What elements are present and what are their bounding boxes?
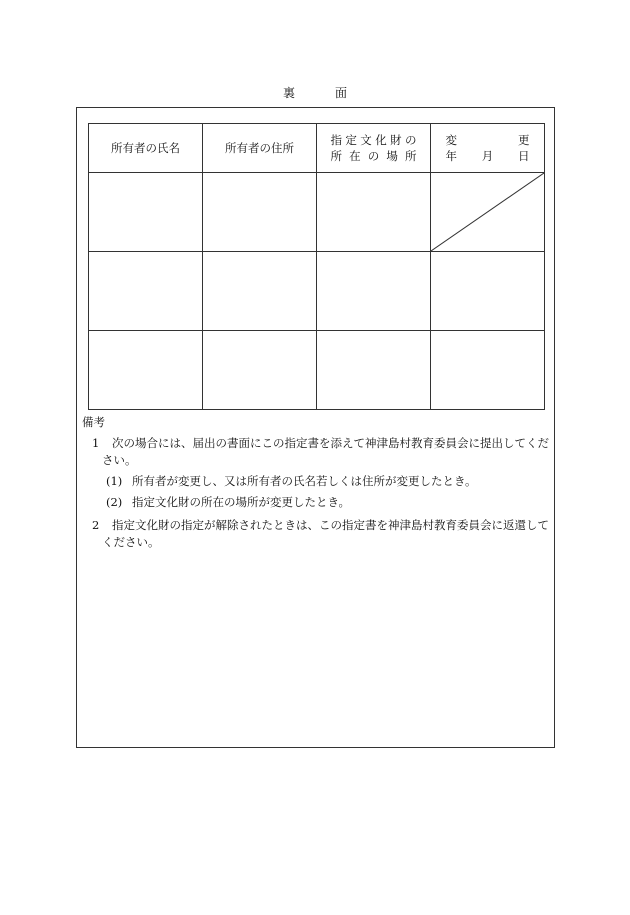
note-text: 指定文化財の指定が解除されたときは、この指定書を神津島村教育委員会に返還してください。 <box>102 518 549 549</box>
header-change-date <box>431 124 545 173</box>
sub-item-text: 所有者が変更し、又は所有者の氏名若しくは住所が変更したとき。 <box>132 474 477 488</box>
cell-change-date <box>431 331 545 410</box>
cell-property-location <box>317 173 431 252</box>
ownership-change-table <box>88 123 545 410</box>
sub-item-text: 指定文化財の所在の場所が変更したとき。 <box>132 495 351 509</box>
cell-owner-address <box>203 252 317 331</box>
cell-change-date <box>431 252 545 331</box>
note-item-2 <box>82 517 552 551</box>
table-row <box>89 252 545 331</box>
header-owner-name: 所有者の氏名 <box>89 124 203 173</box>
note-item-1 <box>82 435 552 469</box>
cell-property-location <box>317 252 431 331</box>
header-property-location-line1: 指定文化財の <box>330 133 417 147</box>
cell-property-location <box>317 331 431 410</box>
note-number: 2 <box>92 518 100 532</box>
note-sub-item-1 <box>106 473 552 490</box>
table-row <box>89 173 545 252</box>
page-title: 裏 面 <box>282 86 361 100</box>
header-change-date-line1: 変 更 <box>445 133 530 147</box>
cell-owner-name <box>89 331 203 410</box>
diagonal-strike-line <box>431 173 544 251</box>
table-header-row <box>89 124 545 173</box>
cell-change-date-struck <box>431 173 545 252</box>
header-change-date-line2: 年 月 日 <box>445 149 530 163</box>
notes-section <box>82 414 552 551</box>
header-owner-address: 所有者の住所 <box>203 124 317 173</box>
note-text: 次の場合には、届出の書面にこの指定書を添えて神津島村教育委員会に提出してください。 <box>102 436 549 467</box>
table-row <box>89 331 545 410</box>
cell-owner-name <box>89 252 203 331</box>
cell-owner-name <box>89 173 203 252</box>
cell-owner-address <box>203 331 317 410</box>
sub-item-number: (2) <box>106 495 123 509</box>
note-sub-item-2 <box>106 494 552 511</box>
sub-item-number: (1) <box>106 474 123 488</box>
notes-heading: 備考 <box>82 415 105 429</box>
note-number: 1 <box>92 436 100 450</box>
header-property-location <box>317 124 431 173</box>
cell-owner-address <box>203 173 317 252</box>
header-property-location-line2: 所在の場所 <box>330 149 417 163</box>
